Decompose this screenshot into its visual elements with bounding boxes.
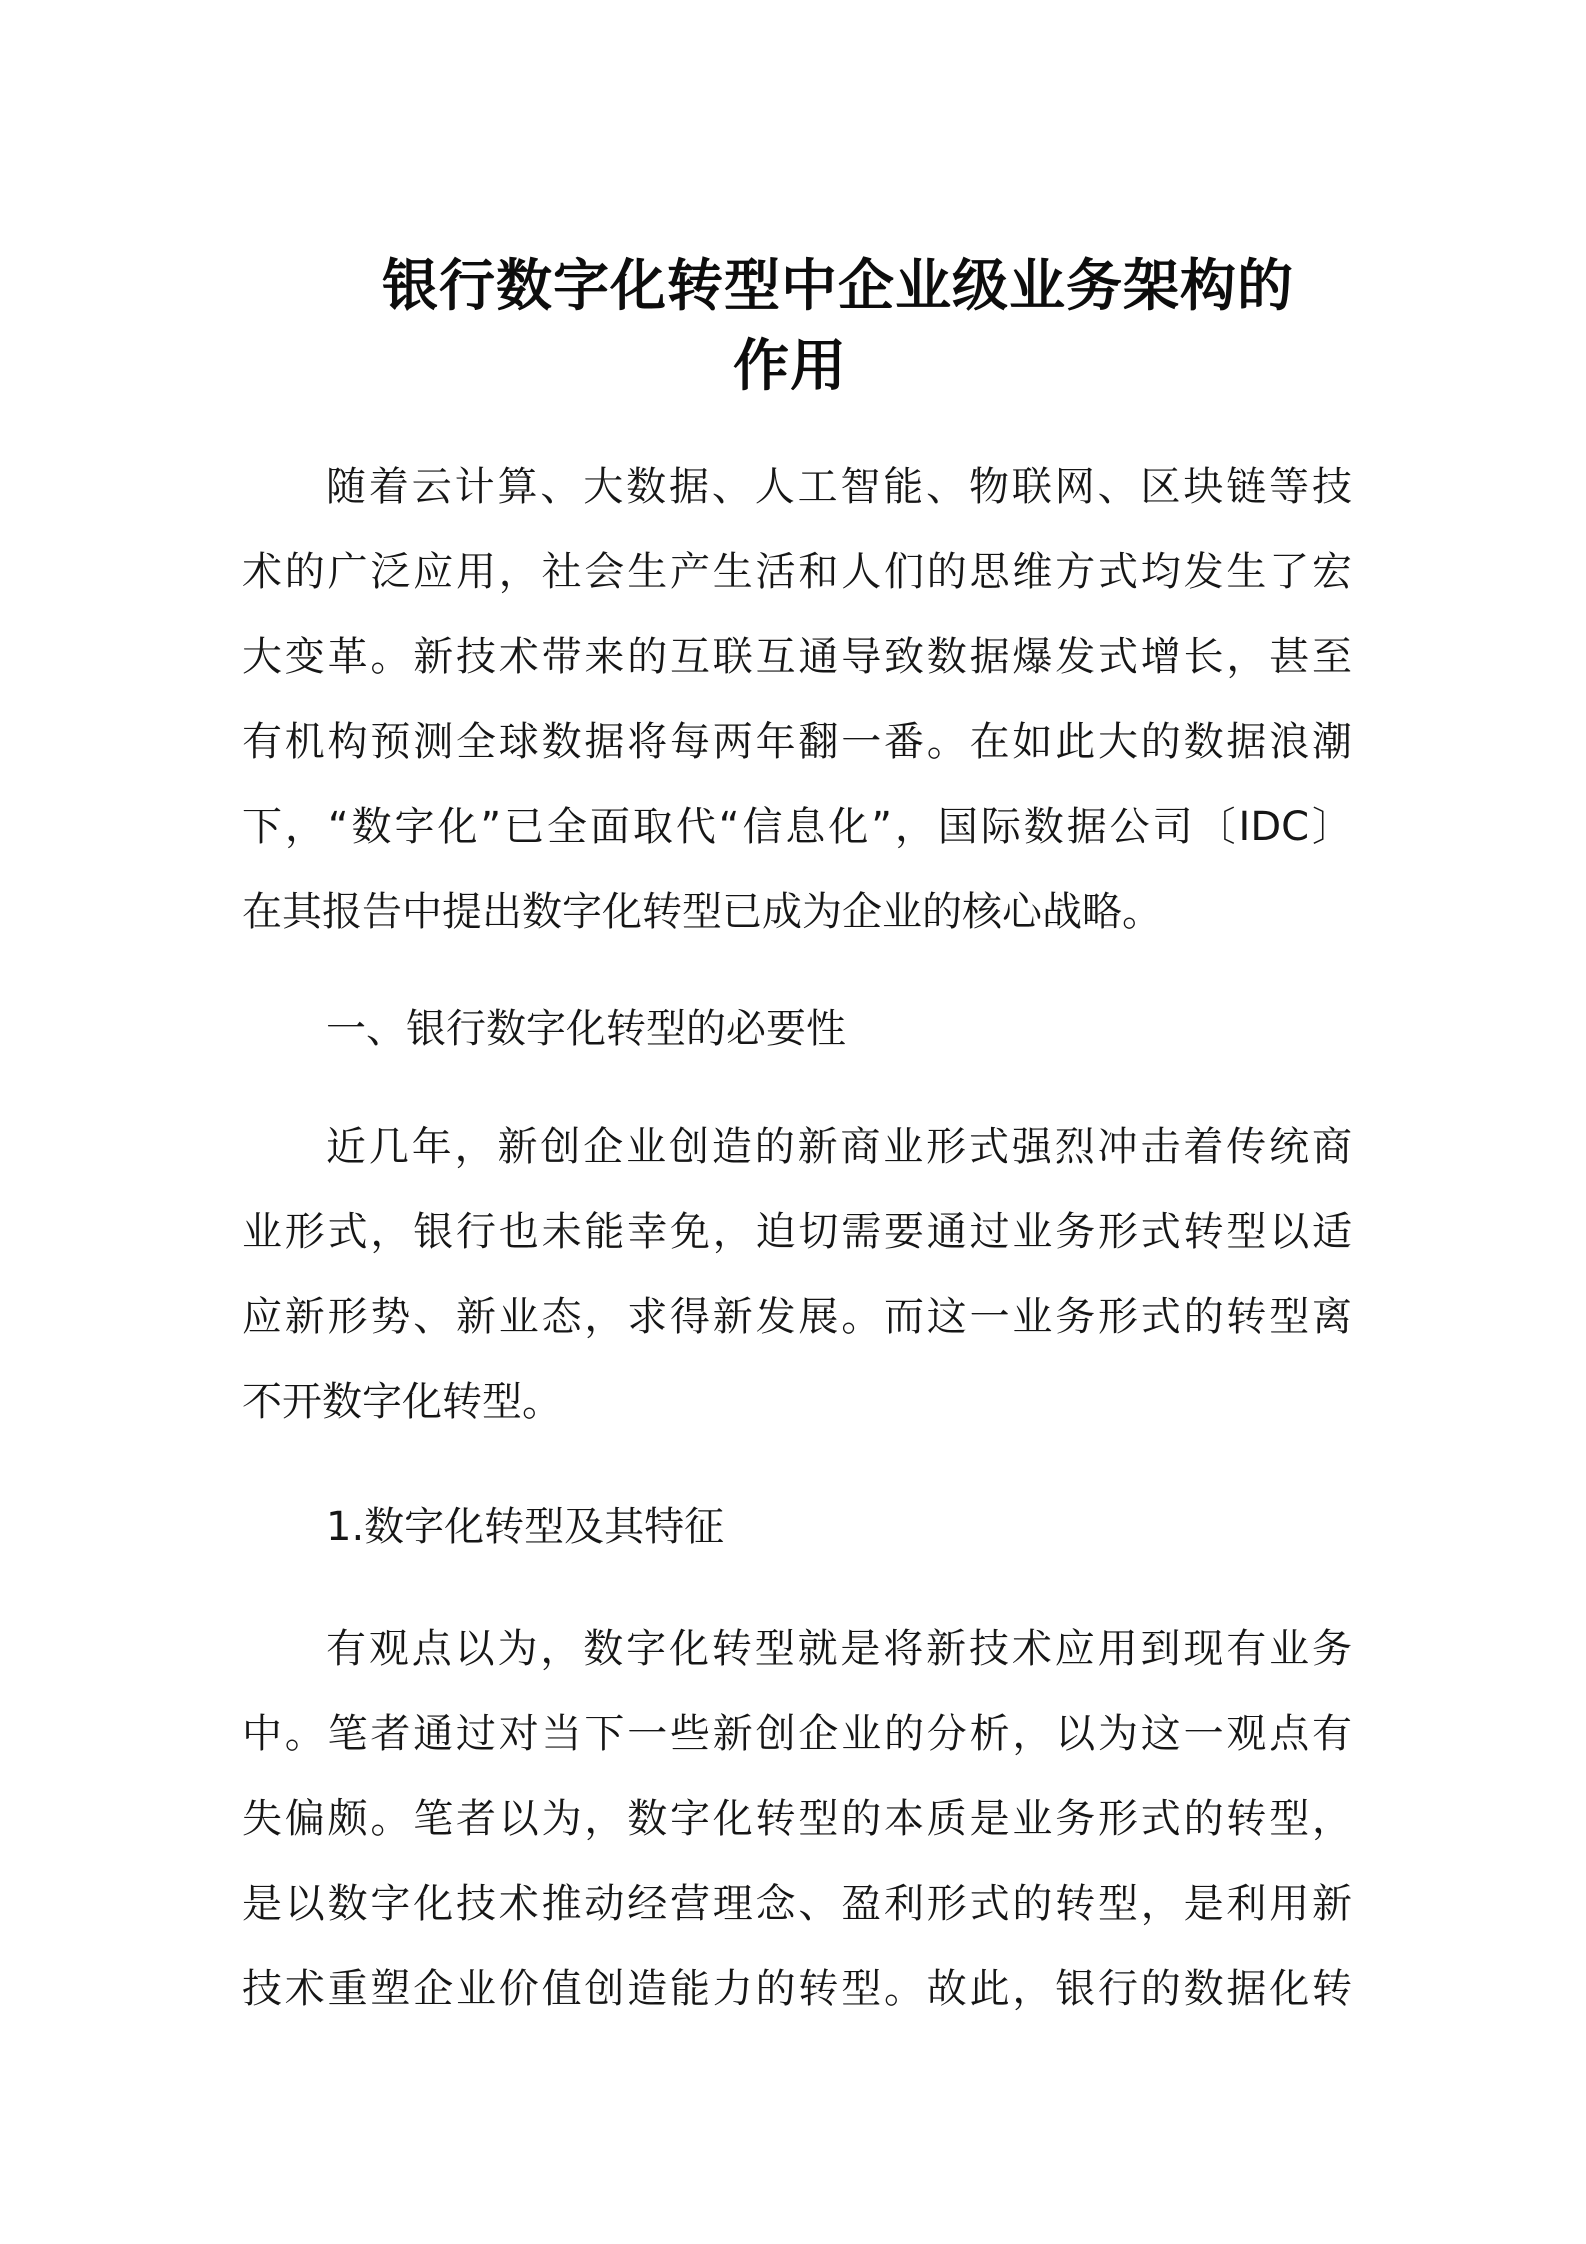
paragraph-3-line-5: 技术重塑企业价值创造能力的转型。故此，银行的数据化转 bbox=[242, 1966, 1352, 2012]
document-title-line-1: 银行数字化转型中企业级业务架构的 bbox=[382, 254, 1294, 319]
paragraph-2-line-1: 近几年，新创企业创造的新商业形式强烈冲击着传统商 bbox=[326, 1124, 1352, 1170]
subsection-heading-digital-transformation: 1.数字化转型及其特征 bbox=[326, 1504, 725, 1550]
paragraph-2-line-4: 不开数字化转型。 bbox=[242, 1379, 562, 1425]
paragraph-3-line-2: 中。笔者通过对当下一些新创企业的分析，以为这一观点有 bbox=[242, 1711, 1352, 1757]
paragraph-1-line-3: 大变革。新技术带来的互联互通导致数据爆发式增长，甚至 bbox=[242, 634, 1352, 680]
paragraph-3-line-3: 失偏颇。笔者以为，数字化转型的本质是业务形式的转型， bbox=[242, 1796, 1352, 1842]
paragraph-3-line-1: 有观点以为，数字化转型就是将新技术应用到现有业务 bbox=[326, 1626, 1352, 1672]
paragraph-2-line-2: 业形式，银行也未能幸免，迫切需要通过业务形式转型以适 bbox=[242, 1209, 1352, 1255]
paragraph-1-line-4: 有机构预测全球数据将每两年翻一番。在如此大的数据浪潮 bbox=[242, 719, 1352, 765]
section-heading-necessity: 一、银行数字化转型的必要性 bbox=[326, 1006, 846, 1052]
paragraph-1-line-1: 随着云计算、大数据、人工智能、物联网、区块链等技 bbox=[326, 464, 1352, 510]
paragraph-1-line-5: 下，“数字化”已全面取代“信息化”，国际数据公司〔IDC〕 bbox=[242, 804, 1352, 850]
paragraph-2-line-3: 应新形势、新业态，求得新发展。而这一业务形式的转型离 bbox=[242, 1294, 1352, 1340]
paragraph-1-line-6: 在其报告中提出数字化转型已成为企业的核心战略。 bbox=[242, 889, 1162, 935]
paragraph-3-line-4: 是以数字化技术推动经营理念、盈利形式的转型，是利用新 bbox=[242, 1881, 1352, 1927]
paragraph-1-line-2: 术的广泛应用，社会生产生活和人们的思维方式均发生了宏 bbox=[242, 549, 1352, 595]
document-title-line-2: 作用 bbox=[733, 334, 847, 399]
